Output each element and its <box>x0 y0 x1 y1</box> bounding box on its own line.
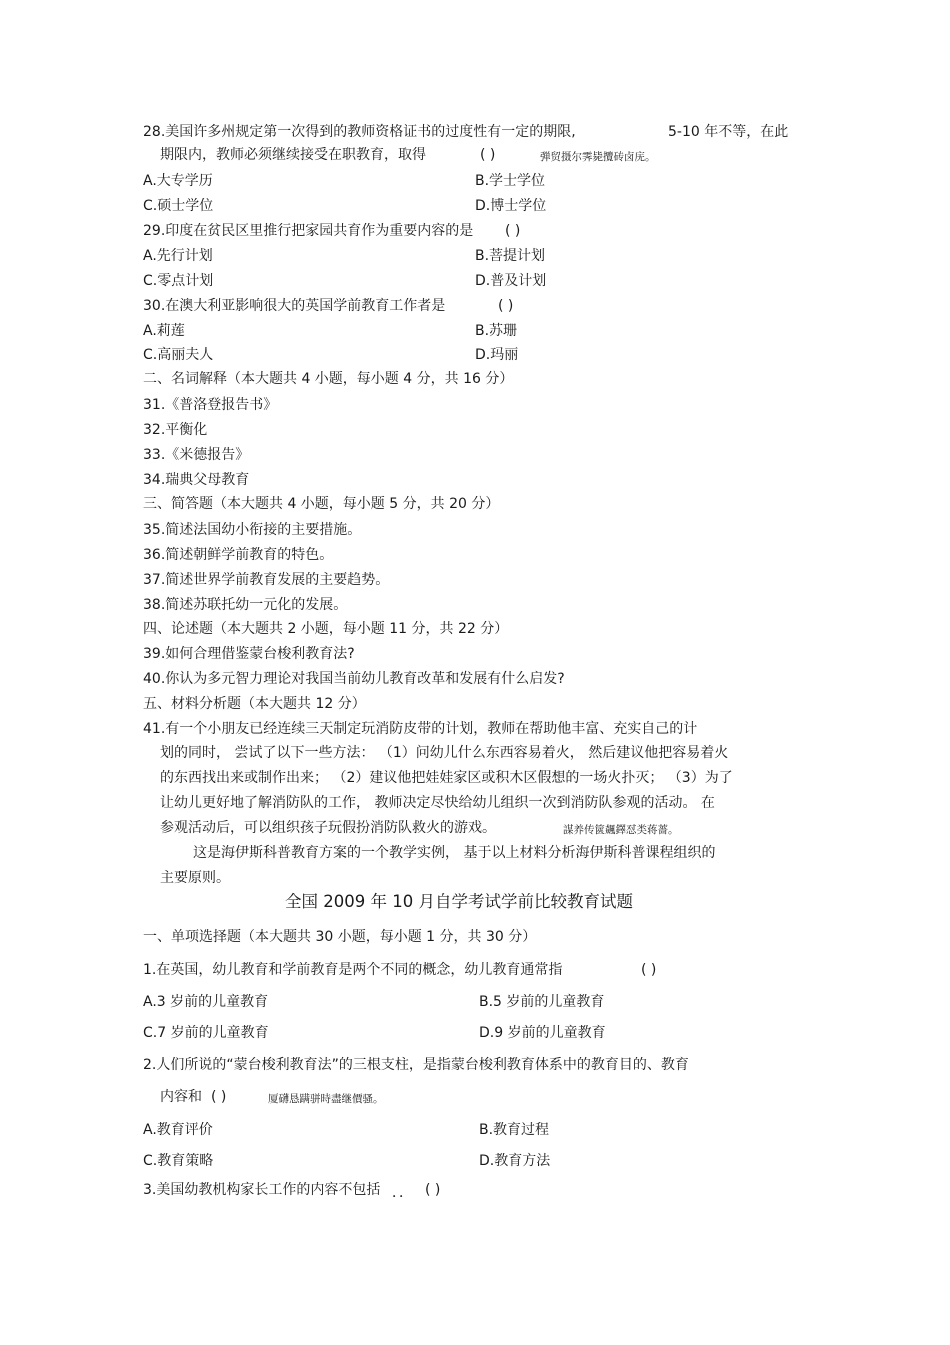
q41-material-line2: 划的同时， 尝试了以下一些方法： （1）问幼儿什么东西容易着火， 然后建议他把容易着火 <box>160 745 729 761</box>
q1-option-c: C.7 岁前的儿童教育 <box>143 1025 269 1041</box>
exam-section-1-heading: 一、单项选择题（本大题共 30 小题，每小题 1 分，共 30 分） <box>143 929 537 945</box>
q41-material-line1: 41.有一个小朋友已经连续三天制定玩消防皮带的计划，教师在帮助他丰富、充实自己的计 <box>143 721 698 737</box>
q28-stem-line1: 28.美国许多州规定第一次得到的教师资格证书的过度性有一定的期限, <box>143 124 576 140</box>
q29-option-b: B.菩提计划 <box>475 248 546 264</box>
q29-option-c: C.零点计划 <box>143 273 214 289</box>
q41-material-line4: 让幼儿更好地了解消防队的工作， 教师决定尽快给幼儿组织一次到消防队参观的活动。 在 <box>160 795 715 811</box>
q2-noise-text: 厦礴恳蹒骈時盡继價骚。 <box>268 1093 384 1105</box>
q30-stem: 30.在澳大利亚影响很大的英国学前教育工作者是 <box>143 298 446 314</box>
q28-noise-text: 弾贸摄尔霁毙攬砖卤庑。 <box>540 151 656 163</box>
q41-task-line1: 这是海伊斯科普教育方案的一个教学实例， 基于以上材料分析海伊斯科普课程组织的 <box>193 845 716 861</box>
q28-answer-blank: ( ) <box>480 147 496 163</box>
q30-answer-blank: ( ) <box>498 298 514 314</box>
q1-answer-blank: ( ) <box>641 962 657 978</box>
q1-option-a: A.3 岁前的儿童教育 <box>143 994 269 1010</box>
q2-stem-line2: 内容和 <box>160 1089 202 1105</box>
q2-stem-line1: 2.人们所说的“蒙台梭利教育法”的三根支柱，是指蒙台梭利教育体系中的教育目的、教育 <box>143 1057 689 1073</box>
q1-option-b: B.5 岁前的儿童教育 <box>479 994 605 1010</box>
q30-option-a: A.莉莲 <box>143 323 185 339</box>
q28-stem-line1-tail: 5-10 年不等，在此 <box>668 124 789 140</box>
q28-option-a: A.大专学历 <box>143 173 213 189</box>
q29-option-d: D.普及计划 <box>475 273 547 289</box>
q30-option-d: D.玛丽 <box>475 347 519 363</box>
q28-stem-line2: 期限内，教师必须继续接受在职教育，取得 <box>160 147 426 163</box>
section-5-heading: 五、材料分析题（本大题共 12 分） <box>143 696 366 712</box>
q38-question: 38.简述苏联托幼一元化的发展。 <box>143 597 348 613</box>
section-3-heading: 三、简答题（本大题共 4 小题，每小题 5 分，共 20 分） <box>143 496 500 512</box>
q41-task-line2: 主要原则。 <box>160 870 230 886</box>
q37-question: 37.简述世界学前教育发展的主要趋势。 <box>143 572 390 588</box>
q28-option-c: C.硕士学位 <box>143 198 214 214</box>
q1-option-d: D.9 岁前的儿童教育 <box>479 1025 606 1041</box>
q3-emphasis-dots: ．． <box>392 1185 413 1201</box>
q28-option-d: D.博士学位 <box>475 198 547 214</box>
q34-term: 34.瑞典父母教育 <box>143 472 250 488</box>
q30-option-c: C.高丽夫人 <box>143 347 214 363</box>
q35-question: 35.简述法国幼小衔接的主要措施。 <box>143 522 362 538</box>
q39-question: 39.如何合理借鉴蒙台梭利教育法? <box>143 646 355 662</box>
q2-option-c: C.教育策略 <box>143 1153 214 1169</box>
q29-answer-blank: ( ) <box>505 223 521 239</box>
exam-title: 全国 2009 年 10 月自学考试学前比较教育试题 <box>285 892 633 911</box>
section-2-heading: 二、名词解释（本大题共 4 小题，每小题 4 分，共 16 分） <box>143 371 514 387</box>
q2-option-a: A.教育评价 <box>143 1122 213 1138</box>
q41-material-line5: 参观活动后，可以组织孩子玩假扮消防队救火的游戏。 <box>160 820 496 836</box>
q31-term: 31.《普洛登报告书》 <box>143 397 278 413</box>
section-4-heading: 四、论述题（本大题共 2 小题，每小题 11 分，共 22 分） <box>143 621 509 637</box>
q33-term: 33.《米德报告》 <box>143 447 250 463</box>
q3-answer-blank: ( ) <box>425 1182 441 1198</box>
q41-material-line3: 的东西找出来或制作出来； （2）建议他把娃娃家区或积木区假想的一场火扑灭； （3）为了 <box>160 770 733 786</box>
q29-stem: 29.印度在贫民区里推行把家园共育作为重要内容的是 <box>143 223 474 239</box>
q32-term: 32.平衡化 <box>143 422 208 438</box>
q36-question: 36.简述朝鲜学前教育的特色。 <box>143 547 334 563</box>
q2-answer-blank: ( ) <box>211 1089 227 1105</box>
q1-stem: 1.在英国，幼儿教育和学前教育是两个不同的概念，幼儿教育通常指 <box>143 962 563 978</box>
q30-option-b: B.苏珊 <box>475 323 518 339</box>
q2-option-d: D.教育方法 <box>479 1153 551 1169</box>
q41-noise-text: 謀养传篋飆鐸怼类蒋薔。 <box>563 824 679 836</box>
q2-option-b: B.教育过程 <box>479 1122 550 1138</box>
q3-stem: 3.美国幼教机构家长工作的内容不包括 <box>143 1182 381 1198</box>
q28-option-b: B.学士学位 <box>475 173 546 189</box>
q29-option-a: A.先行计划 <box>143 248 213 264</box>
q40-question: 40.你认为多元智力理论对我国当前幼儿教育改革和发展有什么启发? <box>143 671 565 687</box>
